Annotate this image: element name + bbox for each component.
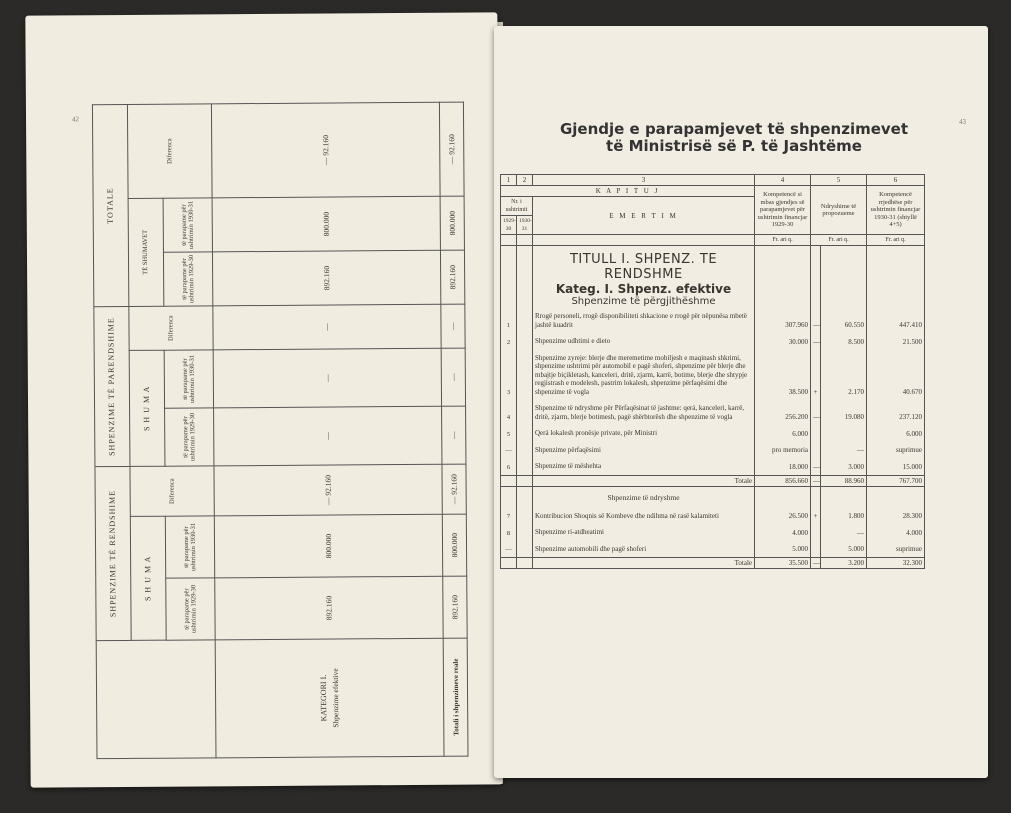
unit-label: Fr. ari q. — [755, 235, 811, 246]
row-description: Shpenzime të mëshehta — [533, 458, 755, 475]
total-c: 32.300 — [867, 558, 925, 569]
row-sign: — — [811, 458, 821, 475]
table-row — [501, 400, 925, 425]
row-value-b: — — [821, 442, 867, 459]
row-description: Rrogë personeli, rrogë disponibiliteti shkacione e rrogë për nëpunësa mbetë jashtë kuadrit — [533, 308, 755, 333]
total-cell: — — [441, 304, 465, 348]
row-value-a: 4.000 — [755, 524, 811, 541]
row-description: Shpenzime ri-atdheatimi — [533, 524, 755, 541]
diferenca-header: Diferenca — [130, 466, 215, 517]
total-label: Totali i shpenzimeve reale — [443, 638, 468, 756]
table-row — [501, 508, 925, 525]
row-value-a: 26.500 — [755, 508, 811, 525]
total-cell: 800.000 — [440, 196, 464, 250]
shuma-header: S H U M A — [130, 516, 166, 640]
group-header-parendshime: SHPENZIME TË PARENDSHIME — [94, 306, 130, 466]
section-heading: Shpenzime të përgjithëshme — [571, 296, 716, 307]
row-number: 1 — [501, 308, 517, 333]
col-number: 6 — [867, 175, 925, 186]
nr-header: Nr. i ushtrimit — [501, 197, 533, 216]
row-number-2 — [517, 350, 533, 401]
row-value-c: 28.300 — [867, 508, 925, 525]
group-header-totale: TOTALE — [92, 104, 128, 306]
ndryshime-header: Ndryshime të propozueme — [811, 186, 867, 235]
row-value-a: 256.200 — [755, 400, 811, 425]
row-sign — [811, 541, 821, 558]
row-value-a: 6.000 — [755, 425, 811, 442]
row-value-c: suprimue — [867, 442, 925, 459]
row-value-c: 15.000 — [867, 458, 925, 475]
totals-table — [92, 102, 469, 760]
table-cell: — — [214, 406, 442, 466]
row-sign: — — [811, 400, 821, 425]
row-value-a: pro memoria — [755, 442, 811, 459]
total-sign: — — [811, 558, 821, 569]
row-value-b — [821, 425, 867, 442]
row-value-c: suprimue — [867, 541, 925, 558]
row-value-b: 19.080 — [821, 400, 867, 425]
table-cell: — 92.160 — [214, 464, 442, 516]
te-shumavet-header: TË SHUMAVET — [128, 198, 164, 306]
row-number: 2 — [501, 333, 517, 350]
unit-label: Fr. ari q. — [811, 235, 867, 246]
col-header: të parapame për ushtrimin 1929-30 — [165, 578, 215, 640]
row-sign — [811, 442, 821, 459]
table-row — [501, 541, 925, 558]
row-number-2 — [517, 541, 533, 558]
row-number: 6 — [501, 458, 517, 475]
row-number: — — [501, 541, 517, 558]
row-number-2 — [517, 400, 533, 425]
total-cell: — — [441, 348, 465, 406]
row-description: Qerá lokalesh pronësje private, për Ministri — [533, 425, 755, 442]
col-number: 1 — [501, 175, 517, 186]
kompetenca-header: Kompetencë si mbas gjendjes së parapamjevet për ushtrimin financjar 1929-30 — [755, 186, 811, 235]
col-header: të parapame për ushtrimin 1930-31 — [164, 350, 214, 408]
page-number: 43 — [959, 118, 966, 126]
row-value-c: 237.120 — [867, 400, 925, 425]
table-row — [501, 333, 925, 350]
row-number-2 — [517, 524, 533, 541]
row-number-2 — [517, 308, 533, 333]
total-a: 856.660 — [755, 475, 811, 486]
col-number: 5 — [811, 175, 867, 186]
row-value-a: 38.500 — [755, 350, 811, 401]
total-cell: 800.000 — [442, 514, 466, 576]
row-sign: — — [811, 308, 821, 333]
table-cell: — 92.160 — [211, 102, 440, 198]
row-value-c: 6.000 — [867, 425, 925, 442]
row-sign: — — [811, 333, 821, 350]
col-number: 4 — [755, 175, 811, 186]
row-description: Shpenzime udhtimi e dieto — [533, 333, 755, 350]
unit-label: Fr. ari q. — [867, 235, 925, 246]
diferenca-header: Diferenca — [129, 306, 213, 351]
year-header: 1930-31 — [517, 216, 533, 235]
row-value-b: 5.000 — [821, 541, 867, 558]
row-number: 5 — [501, 425, 517, 442]
row-description: Shpenzime përfaqësimi — [533, 442, 755, 459]
row-value-c: 4.000 — [867, 524, 925, 541]
row-value-a: 5.000 — [755, 541, 811, 558]
row-number: 3 — [501, 350, 517, 401]
row-value-a: 307.960 — [755, 308, 811, 333]
total-sign: — — [811, 475, 821, 486]
row-number: — — [501, 442, 517, 459]
category-subtitle: Shpenzime efektive — [330, 668, 341, 728]
row-value-b: 3.000 — [821, 458, 867, 475]
row-number-2 — [517, 425, 533, 442]
total-cell: — 92.160 — [442, 464, 466, 514]
total-label: Totale — [533, 558, 755, 569]
total-cell: — 92.160 — [439, 102, 464, 196]
year-header: 1929-30 — [501, 216, 517, 235]
total-cell: 892.160 — [440, 250, 464, 304]
row-description: Shpenzime zyreje: blerje dhe meremetime mobiljesh e maqinash shkrimi, shpenzime ushtrimi për automobil e pagë shoferi, shpenzime për blerje dhe mbajtje biçikletash, kanceleri, dritë, zjarm, karrë, botime, blerje dhe shtypje regjistrash e modelesh, pastrim lokalesh, shpenzime përfaqësimi dhe shpenzime të vogla — [533, 350, 755, 401]
section-heading: Shpenzime të ndryshme — [533, 486, 755, 508]
table-cell: 892.160 — [215, 576, 443, 640]
table-row — [501, 308, 925, 333]
budget-table — [500, 174, 925, 569]
col-number: 3 — [533, 175, 755, 186]
page-number: 42 — [72, 115, 80, 124]
col-header: të parapame për ushtrimin 1929-30 — [163, 252, 213, 306]
group-header-rendshime: SHPENZIME TË RENDSHIME — [95, 466, 131, 640]
row-number-2 — [517, 333, 533, 350]
category-header-empty — [96, 640, 216, 759]
row-value-b: — — [821, 524, 867, 541]
row-number: 7 — [501, 508, 517, 525]
shuma-header: S H U M A — [129, 350, 165, 466]
row-number-2 — [517, 458, 533, 475]
total-b: 88.960 — [821, 475, 867, 486]
row-description: Kontribucion Shoqnis së Kombeve dhe ndihma në rasë kalamiteti — [533, 508, 755, 525]
row-value-b: 8.500 — [821, 333, 867, 350]
table-cell: 800.000 — [214, 514, 442, 578]
row-value-b: 2.170 — [821, 350, 867, 401]
table-row — [501, 442, 925, 459]
table-row — [501, 350, 925, 401]
row-value-a: 18.000 — [755, 458, 811, 475]
col-number: 2 — [517, 175, 533, 186]
kompetenca-rrjedhese-header: Kompetencë rrjedhëse për ushtrimin financjar 1930-31 (shtyllë 4+5) — [867, 186, 925, 235]
left-page — [25, 12, 502, 787]
row-number-2 — [517, 442, 533, 459]
row-sign — [811, 425, 821, 442]
kapitujt-header: K A P I T U J — [501, 186, 755, 197]
col-header: të parapame për ushtrimin 1930-31 — [165, 516, 215, 578]
row-value-c: 40.670 — [867, 350, 925, 401]
table-cell: 892.160 — [212, 250, 440, 306]
page-title — [544, 121, 924, 155]
category-label — [215, 638, 444, 758]
total-b: 3.200 — [821, 558, 867, 569]
row-value-c: 21.500 — [867, 333, 925, 350]
total-cell: 892.160 — [443, 576, 467, 638]
row-value-a: 30.000 — [755, 333, 811, 350]
total-cell: — — [442, 406, 466, 464]
title-line-2: të Ministrisë së P. të Jashtëme — [606, 137, 862, 155]
emertim-header: E M E R T I M — [533, 197, 755, 235]
titull-heading: TITULL I. SHPENZ. TE RENDSHME — [569, 252, 718, 282]
table-row — [501, 458, 925, 475]
table-row — [501, 425, 925, 442]
col-header: të parapame për ushtrimin 1930-31 — [163, 198, 213, 252]
row-value-b: 60.550 — [821, 308, 867, 333]
row-number-2 — [517, 508, 533, 525]
row-sign: + — [811, 508, 821, 525]
table-row — [501, 524, 925, 541]
title-line-1: Gjendje e parapamjevet të shpenzimevet — [559, 120, 909, 138]
rotated-table-wrapper — [92, 103, 469, 760]
row-number: 8 — [501, 524, 517, 541]
col-header: të parapame për ushtrimin 1929-30 — [164, 408, 214, 466]
total-label: Totale — [533, 475, 755, 486]
diferenca-header: Diferenca — [127, 104, 212, 199]
kateg-heading: Kateg. I. Shpenz. efektive — [555, 282, 732, 296]
row-sign: + — [811, 350, 821, 401]
table-cell: — — [213, 304, 441, 350]
row-value-c: 447.410 — [867, 308, 925, 333]
row-value-b: 1.800 — [821, 508, 867, 525]
table-cell: — — [213, 348, 441, 408]
row-number: 4 — [501, 400, 517, 425]
row-description: Shpenzime të ndryshme për Përfaqësinat të jashtme: qerá, kanceleri, karrë, dritë, zjarm, blerje botimesh, pagë shërbtorësh dhe shpenzime të vogla — [533, 400, 755, 425]
row-sign — [811, 524, 821, 541]
total-c: 767.700 — [867, 475, 925, 486]
right-page — [494, 26, 988, 778]
total-a: 35.500 — [755, 558, 811, 569]
row-description: Shpenzime automobili dhe pagë shoferi — [533, 541, 755, 558]
category-title: KATEGORI I. — [318, 674, 329, 722]
table-cell: 800.000 — [212, 196, 440, 252]
